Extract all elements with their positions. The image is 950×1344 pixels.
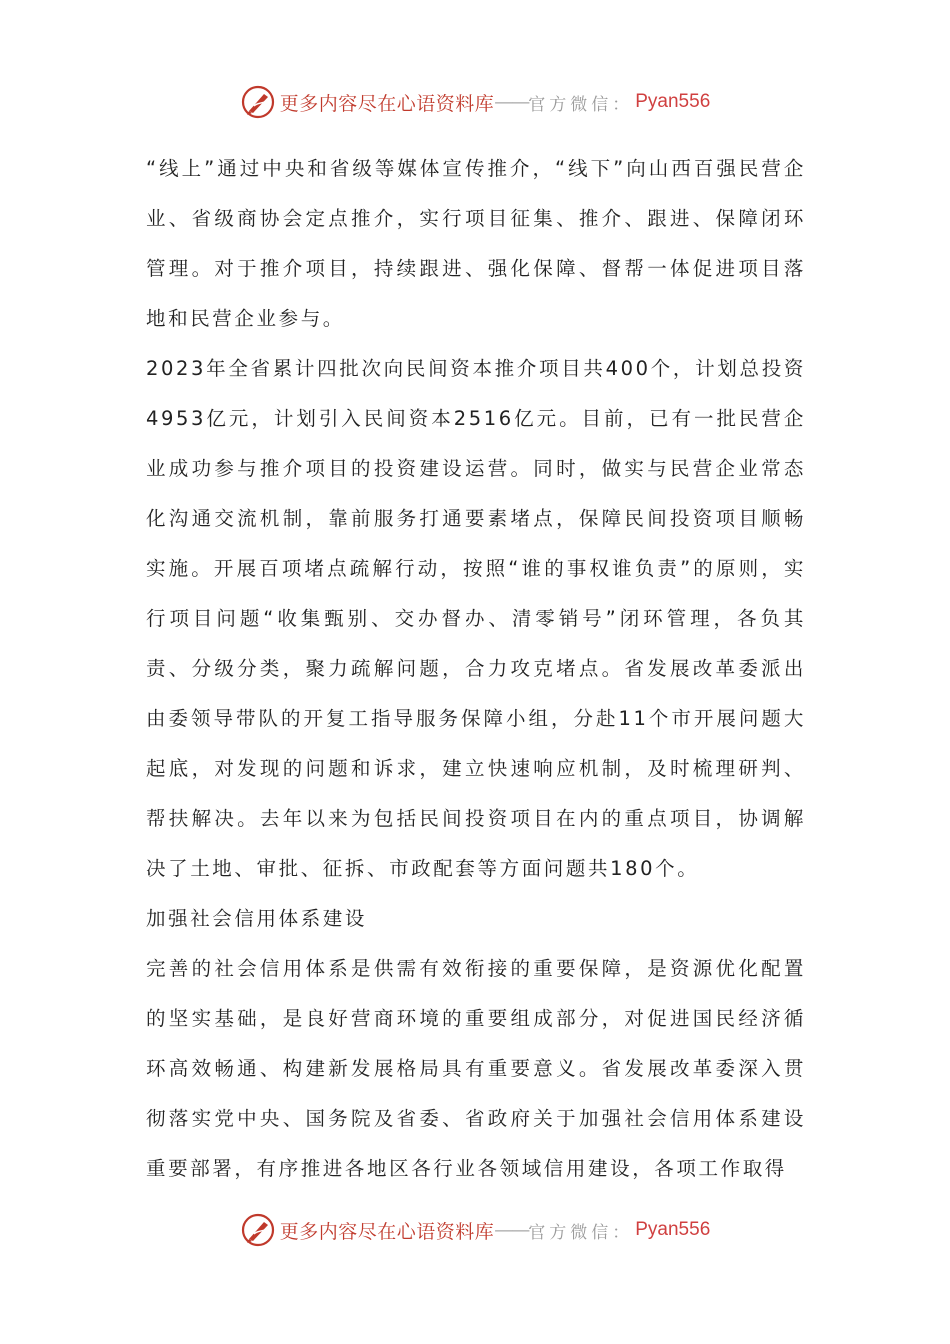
section-heading-credit-system: 加强社会信用体系建设 [146, 907, 368, 930]
watermark-wechat-label: 官方微信： [528, 94, 634, 115]
document-body [146, 144, 806, 1194]
footer-watermark [0, 1208, 950, 1252]
watermark-separator: —— [494, 91, 529, 113]
pen-logo-icon [240, 1212, 276, 1248]
paragraph-promotion: “线上”通过中央和省级等媒体宣传推介，“线下”向山西百强民营企业、省级商协会定点推介，实行项目征集、推介、跟进、保障闭环管理。对于推介项目，持续跟进、强化保障、督帮一体促进项目落地和民营企业参与。 [146, 157, 806, 330]
watermark-wechat-id: Pyan556 [635, 1219, 711, 1240]
paragraph-investment-projects: 2023年全省累计四批次向民间资本推介项目共400个，计划总投资4953亿元，计划引入民间资本2516亿元。目前，已有一批民营企业成功参与推介项目的投资建设运营。同时，做实与民营企业常态化沟通交流机制，靠前服务打通要素堵点，保障民间投资项目顺畅实施。开展百项堵点疏解行动，按照“谁的事权谁负责”的原则，实行项目问题“收集甄别、交办督办、清零销号”闭环管理，各负其责、分级分类，聚力疏解问题，合力攻克堵点。省发展改革委派出由委领导带队的开复工指导服务保障小组，分赴11个市开展问题大起底，对发现的问题和诉求，建立快速响应机制，及时梳理研判、帮扶解决。去年以来为包括民间投资项目在内的重点项目，协调解决了土地、审批、征拆、市政配套等方面问题共180个。 [146, 357, 806, 880]
paragraph-credit-system: 完善的社会信用体系是供需有效衔接的重要保障，是资源优化配置的坚实基础，是良好营商环境的重要组成部分，对促进国民经济循环高效畅通、构建新发展格局具有重要意义。省发展改革委深入贯彻落实党中央、国务院及省委、省政府关于加强社会信用体系建设重要部署，有序推进各地区各行业各领域信用建设，各项工作取得 [146, 957, 806, 1180]
watermark-main-text: 更多内容尽在心语资料库 [279, 1220, 495, 1243]
header-watermark [0, 80, 950, 124]
watermark-wechat-id: Pyan556 [635, 91, 711, 112]
watermark-main-text: 更多内容尽在心语资料库 [279, 92, 495, 115]
pen-logo-icon [240, 84, 276, 120]
watermark-wechat-label: 官方微信： [528, 1222, 634, 1243]
watermark-separator: —— [494, 1219, 529, 1241]
